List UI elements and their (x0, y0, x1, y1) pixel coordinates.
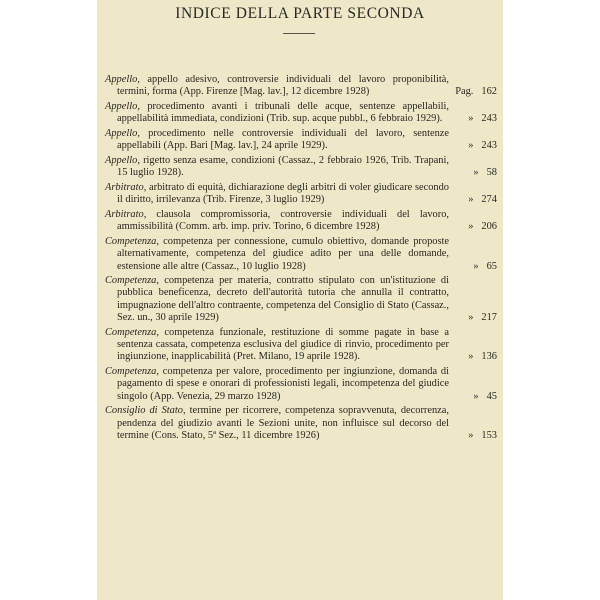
index-entry (105, 275, 497, 324)
entry-page-ref (455, 86, 497, 98)
entry-page-number: 206 (481, 221, 497, 233)
entry-page-prefix: » (468, 194, 474, 206)
index-entry (105, 236, 497, 273)
index-entry (105, 74, 497, 99)
index-entry (105, 101, 497, 126)
index-entry (105, 327, 497, 364)
entry-page-prefix: » (468, 221, 474, 233)
entry-page-ref (468, 194, 497, 206)
entry-keyword: Appello (105, 100, 138, 112)
entry-keyword: Arbitrato (105, 208, 144, 220)
index-entry (105, 155, 497, 180)
index-entry (105, 182, 497, 207)
entry-page-prefix: » (473, 390, 479, 402)
entry-page-prefix: Pag. (455, 86, 474, 98)
entry-keyword: Appello (105, 127, 138, 139)
entry-keyword: Arbitrato (105, 181, 144, 193)
entry-page-prefix: » (473, 167, 479, 179)
entry-text: , appello adesivo, controversie individuali del lavoro proponibilità, termini, forma (App. Firenze [Mag. lav.], 12 dicembre 1928) (117, 74, 449, 98)
entry-keyword: Competenza (105, 326, 157, 338)
entry-text: , arbitrato di equità, dichiarazione degli arbitri di voler giudicare secondo il diritto, irrilevanza (Trib. Firenze, 3 luglio 1929) (117, 181, 449, 206)
document-page (97, 0, 503, 600)
entry-page-number: 45 (486, 390, 497, 402)
entry-page-ref (468, 221, 497, 233)
index-list (105, 74, 497, 445)
entry-page-number: 217 (481, 312, 497, 324)
entry-page-ref (473, 391, 497, 403)
entry-page-prefix: » (468, 113, 474, 125)
entry-text: , competenza per connessione, cumulo obiettivo, domande proposte alternativamente, competenza del giudice adito per una delle domande, estensione alle altre (Cassaz., 10 luglio 1928) (117, 235, 449, 272)
entry-keyword: Appello (105, 154, 138, 166)
title-rule (283, 33, 315, 34)
entry-keyword: Competenza (105, 275, 157, 287)
entry-page-ref (468, 113, 497, 125)
entry-page-number: 58 (486, 167, 497, 179)
entry-page-number: 136 (481, 351, 497, 363)
entry-text: , competenza per materia, contratto stipulato con un'istituzione di pubblica beneficenza, decreto dell'autorità tutoria che annulla il contratto, impugnazione dell'altro contraente, competenza del Consiglio di Stato (Cassaz., Sez. un., 30 aprile 1929) (117, 275, 449, 324)
index-entry (105, 366, 497, 403)
entry-keyword: Competenza (105, 366, 157, 378)
entry-keyword: Appello (105, 74, 138, 85)
entry-page-number: 162 (481, 86, 497, 98)
entry-text: , procedimento nelle controversie individuali del lavoro, sentenze appellabili (App. Bari [Mag. lav.], 24 aprile 1929). (117, 127, 449, 152)
entry-text: , clausola compromissoria, controversie individuali del lavoro, ammissibilità (Comm. arb. imp. priv. Torino, 6 dicembre 1928) (117, 208, 449, 233)
entry-text: , competenza funzionale, restituzione di somme pagate in base a sentenza cassata, competenza esclusiva del giudice di rinvio, procedimento per ingiunzione, inapplicabilità (Pret. Milano, 19 aprile 1928). (117, 326, 449, 363)
entry-page-number: 153 (481, 429, 497, 441)
entry-page-prefix: » (473, 260, 479, 272)
entry-page-prefix: » (468, 140, 474, 152)
entry-page-prefix: » (468, 351, 474, 363)
entry-page-ref (468, 312, 497, 324)
entry-page-ref (473, 261, 497, 273)
entry-page-ref (468, 140, 497, 152)
entry-page-prefix: » (468, 312, 474, 324)
entry-page-number: 243 (481, 113, 497, 125)
index-entry (105, 405, 497, 442)
entry-text: , procedimento avanti i tribunali delle acque, sentenze appellabili, appellabilità immediata, condizioni (Trib. sup. acque pubbl., 6 febbraio 1929). (117, 100, 449, 125)
entry-page-number: 274 (481, 194, 497, 206)
index-entry (105, 209, 497, 234)
entry-page-number: 65 (486, 260, 497, 272)
entry-keyword: Competenza (105, 235, 157, 247)
entry-text: , competenza per valore, procedimento per ingiunzione, domanda di pagamento di spese e onorari di professionisti legali, incompetenza del giudice singolo (App. Venezia, 29 marzo 1928) (117, 366, 449, 402)
entry-page-ref (473, 167, 497, 179)
entry-text: , rigetto senza esame, condizioni (Cassaz., 2 febbraio 1926, Trib. Trapani, 15 luglio 1928). (117, 154, 449, 179)
entry-text: , termine per ricorrere, competenza sopravvenuta, decorrenza, pendenza del giudizio avanti le Sezioni unite, non influisce sul decorso del termine (Cons. Stato, 5ª Sez., 11 dicembre 1926) (117, 405, 449, 441)
entry-page-number: 243 (481, 140, 497, 152)
page-title: INDICE DELLA PARTE SECONDA (175, 5, 425, 22)
index-entry (105, 128, 497, 153)
entry-page-prefix: » (468, 429, 474, 441)
entry-page-ref (468, 430, 497, 442)
entry-keyword: Consiglio di Stato (105, 405, 183, 417)
entry-page-ref (468, 351, 497, 363)
